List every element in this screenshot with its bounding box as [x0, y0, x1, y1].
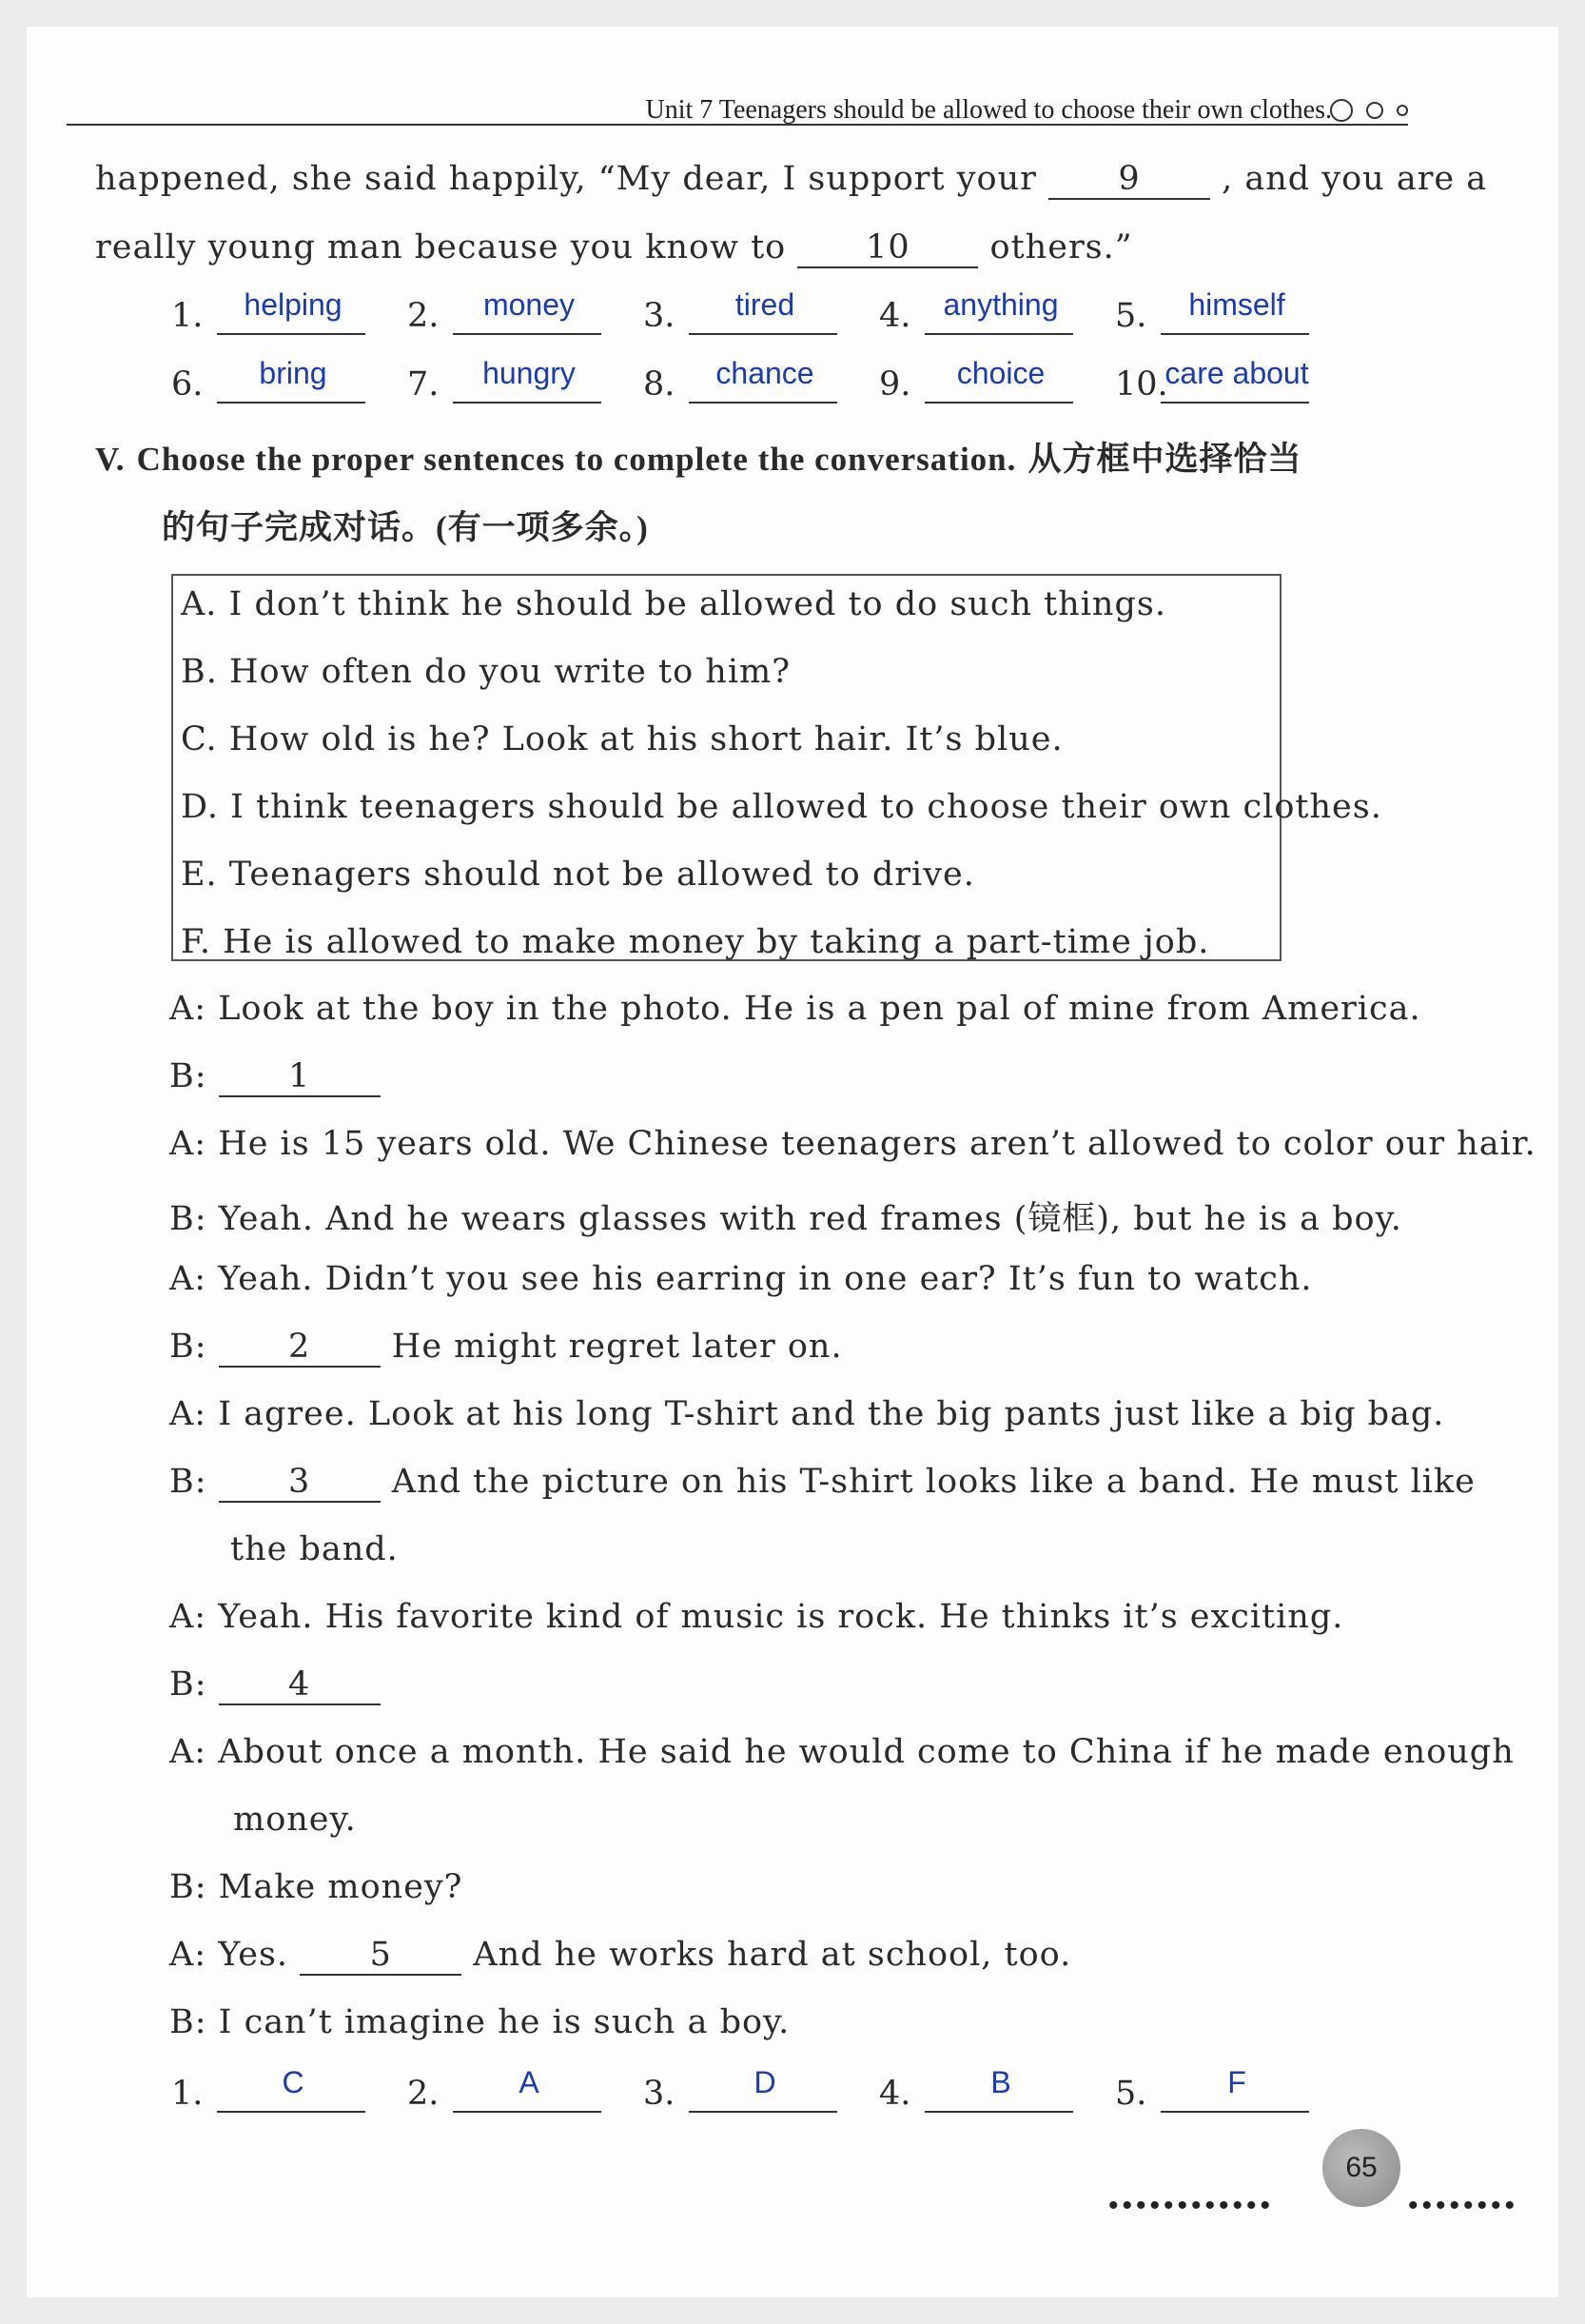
dialogue-line: the band.	[230, 1530, 399, 1568]
dialogue-line: A: Yeah. His favorite kind of music is rock. He thinks it’s exciting.	[169, 1598, 1344, 1636]
unit-title: Unit 7 Teenagers should be allowed to choose their own clothes.	[645, 95, 1332, 125]
option-d: D. I think teenagers should be allowed to choose their own clothes.	[181, 788, 1382, 826]
dialogue-line: A: Look at the boy in the photo. He is a pen pal of mine from America.	[169, 990, 1421, 1028]
dialogue-line: B: 4	[169, 1665, 381, 1705]
section4-underline	[217, 333, 365, 335]
section4-answer: tired	[734, 287, 795, 322]
section4-number: 3.	[643, 297, 675, 335]
section5-answer: B	[990, 2065, 1011, 2099]
dialogue-blank-5: 5	[300, 1937, 461, 1976]
section4-underline	[689, 333, 837, 335]
section4-underline	[217, 402, 365, 404]
footer-dots-left: ••••••••••••	[1108, 2190, 1275, 2221]
section4-number: 10.	[1115, 365, 1168, 404]
section4-number: 1.	[171, 297, 204, 335]
section4-number: 8.	[643, 365, 675, 404]
section4-underline	[1161, 333, 1309, 335]
section5-heading-cont: 的句子完成对话。(有一项多余。)	[162, 509, 649, 546]
option-e: E. Teenagers should not be allowed to drive.	[181, 856, 975, 894]
section4-answer: care about	[1164, 356, 1309, 390]
dialogue-line: money.	[233, 1801, 357, 1839]
section4-number: 5.	[1115, 297, 1147, 335]
dialogue-line: B: 2 He might regret later on.	[169, 1328, 843, 1366]
section4-number: 7.	[407, 365, 440, 404]
section4-answer: bring	[259, 356, 327, 390]
section4-underline	[925, 333, 1073, 335]
dialogue-line: A: About once a month. He said he would come to China if he made enough	[169, 1733, 1515, 1771]
dialogue-line: B: I can’t imagine he is such a boy.	[169, 2003, 791, 2041]
section5-number: 1.	[171, 2075, 204, 2113]
dialogue-line: A: I agree. Look at his long T-shirt and the big pants just like a big bag.	[169, 1395, 1445, 1433]
section5-answer: D	[753, 2065, 776, 2099]
section5-number: 4.	[879, 2075, 911, 2113]
section4-underline	[453, 402, 601, 404]
section4-number: 4.	[879, 297, 911, 335]
option-c: C. How old is he? Look at his short hair. It’s blue.	[181, 720, 1064, 758]
dialogue-line: A: Yes. 5 And he works hard at school, too.	[169, 1936, 1072, 1974]
option-f: F. He is allowed to make money by taking a part-time job.	[181, 923, 1210, 961]
section4-answer: chance	[715, 356, 814, 390]
section5-underline	[453, 2111, 601, 2113]
section5-answer: F	[1227, 2065, 1246, 2099]
section5-number: 2.	[407, 2075, 440, 2113]
section5-number: 5.	[1115, 2075, 1147, 2113]
section5-answer: A	[519, 2065, 539, 2099]
section4-answer: money	[482, 287, 576, 322]
dialogue-blank-4: 4	[219, 1666, 381, 1705]
option-b: B. How often do you write to him?	[181, 653, 791, 691]
passage-line-1: happened, she said happily, “My dear, I support your 9 , and you are a	[95, 160, 1488, 198]
dialogue-line: A: Yeah. Didn’t you see his earring in one ear? It’s fun to watch.	[169, 1260, 1313, 1298]
blank-10: 10	[797, 229, 978, 268]
section4-answer: choice	[956, 356, 1046, 390]
section5-underline	[217, 2111, 365, 2113]
section4-underline	[689, 402, 837, 404]
options-box	[171, 574, 1382, 961]
section5-heading: V. Choose the proper sentences to complete the conversation. 从方框中选择恰当	[95, 441, 1302, 478]
section4-answer: anything	[943, 287, 1059, 322]
dialogue-line: B: 1	[169, 1057, 381, 1097]
dialogue-line: B: 3 And the picture on his T-shirt looks like a band. He must like	[169, 1463, 1476, 1501]
section4-underline	[1161, 402, 1309, 404]
section4-number: 2.	[407, 297, 440, 335]
passage-line-2: really young man because you know to 10 others.”	[95, 228, 1133, 266]
option-a: A. I don’t think he should be allowed to do such things.	[181, 585, 1166, 623]
dialogue-blank-2: 2	[219, 1329, 381, 1368]
blank-9: 9	[1048, 161, 1210, 200]
page-number-badge: 65	[1322, 2129, 1400, 2207]
dialogue-line: B: Yeah. And he wears glasses with red frames (镜框), but he is a boy.	[169, 1200, 1402, 1238]
section5-number: 3.	[643, 2075, 675, 2113]
dialogue-blank-1: 1	[219, 1058, 381, 1097]
header-circles-icon	[1330, 99, 1408, 122]
page-header	[67, 67, 1408, 126]
section4-number: 9.	[879, 365, 911, 404]
section4-answer: himself	[1188, 287, 1285, 322]
section5-underline	[925, 2111, 1073, 2113]
dialogue-blank-3: 3	[219, 1464, 381, 1503]
section4-underline	[925, 402, 1073, 404]
section5-underline	[689, 2111, 837, 2113]
section5-answer: C	[282, 2065, 304, 2099]
section4-answer: hungry	[482, 356, 576, 390]
section4-answer: helping	[244, 287, 342, 322]
section5-underline	[1161, 2111, 1309, 2113]
footer-dots-right: ••••••••	[1408, 2190, 1519, 2221]
section4-underline	[453, 333, 601, 335]
dialogue-line: A: He is 15 years old. We Chinese teenagers aren’t allowed to color our hair.	[169, 1125, 1536, 1163]
dialogue-line: B: Make money?	[169, 1868, 463, 1906]
section4-number: 6.	[171, 365, 204, 404]
